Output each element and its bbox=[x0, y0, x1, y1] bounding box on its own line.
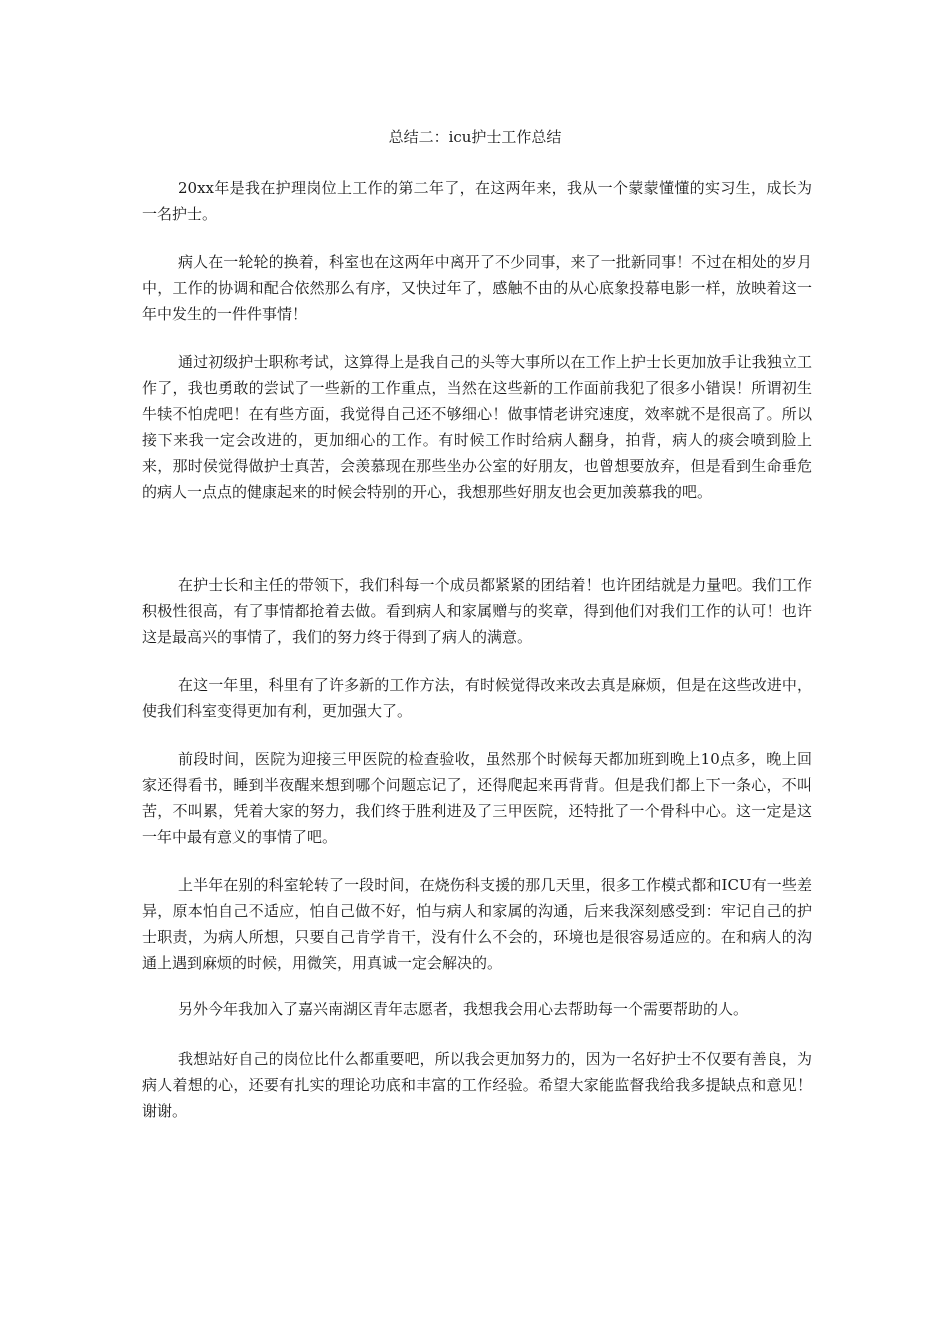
paragraph-8: 另外今年我加入了嘉兴南湖区青年志愿者，我想我会用心去帮助每一个需要帮助的人。 bbox=[178, 1000, 749, 1018]
document-title: 总结二：icu护士工作总结 bbox=[388, 128, 562, 146]
paragraph-5: 在这一年里，科里有了许多新的工作方法，有时候觉得改来改去真是麻烦，但是在这些改进中，使我们科室变得更加有利，更加强大了。 bbox=[142, 676, 812, 720]
paragraph-1: 20xx年是我在护理岗位上工作的第二年了，在这两年来，我从一个蒙蒙懂懂的实习生，成长为一名护士。 bbox=[142, 179, 812, 223]
paragraph-9: 我想站好自己的岗位比什么都重要吧，所以我会更加努力的，因为一名好护士不仅要有善良，为病人着想的心，还要有扎实的理论功底和丰富的工作经验。希望大家能监督我给我多提缺点和意见！谢谢。 bbox=[142, 1050, 812, 1120]
paragraph-4: 在护士长和主任的带领下，我们科每一个成员都紧紧的团结着！也许团结就是力量吧。我们工作积极性很高，有了事情都抢着去做。看到病人和家属赠与的奖章，得到他们对我们工作的认可！也许这是最高兴的事情了，我们的努力终于得到了病人的满意。 bbox=[142, 576, 812, 646]
paragraph-6: 前段时间，医院为迎接三甲医院的检查验收，虽然那个时候每天都加班到晚上10点多，晚上回家还得看书，睡到半夜醒来想到哪个问题忘记了，还得爬起来再背背。但是我们都上下一条心，不叫苦，不叫累，凭着大家的努力，我们终于胜利进及了三甲医院，还特批了一个骨科中心。这一定是这一年中最有意义的事情了吧。 bbox=[142, 750, 812, 846]
paragraph-3: 通过初级护士职称考试，这算得上是我自己的头等大事所以在工作上护士长更加放手让我独立工作了，我也勇敢的尝试了一些新的工作重点，当然在这些新的工作面前我犯了很多小错误！所谓初生牛犊不怕虎吧！在有些方面，我觉得自己还不够细心！做事情老讲究速度，效率就不是很高了。所以接下来我一定会改进的，更加细心的工作。有时候工作时给病人翻身，拍背，病人的痰会喷到脸上来，那时侯觉得做护士真苦，会羡慕现在那些坐办公室的好朋友，也曾想要放弃，但是看到生命垂危的病人一点点的健康起来的时候会特别的开心，我想那些好朋友也会更加羡慕我的吧。 bbox=[142, 353, 812, 501]
paragraph-7: 上半年在别的科室轮转了一段时间，在烧伤科支援的那几天里，很多工作模式都和ICU有一些差异，原本怕自己不适应，怕自己做不好，怕与病人和家属的沟通，后来我深刻感受到：牢记自己的护士职责，为病人所想，只要自己肯学肯干，没有什么不会的，环境也是很容易适应的。在和病人的沟通上遇到麻烦的时候，用微笑，用真诚一定会解决的。 bbox=[142, 876, 812, 972]
paragraph-2: 病人在一轮轮的换着，科室也在这两年中离开了不少同事，来了一批新同事！不过在相处的岁月中，工作的协调和配合依然那么有序，又快过年了，感触不由的从心底象投幕电影一样，放映着这一年中发生的一件件事情！ bbox=[142, 253, 812, 323]
